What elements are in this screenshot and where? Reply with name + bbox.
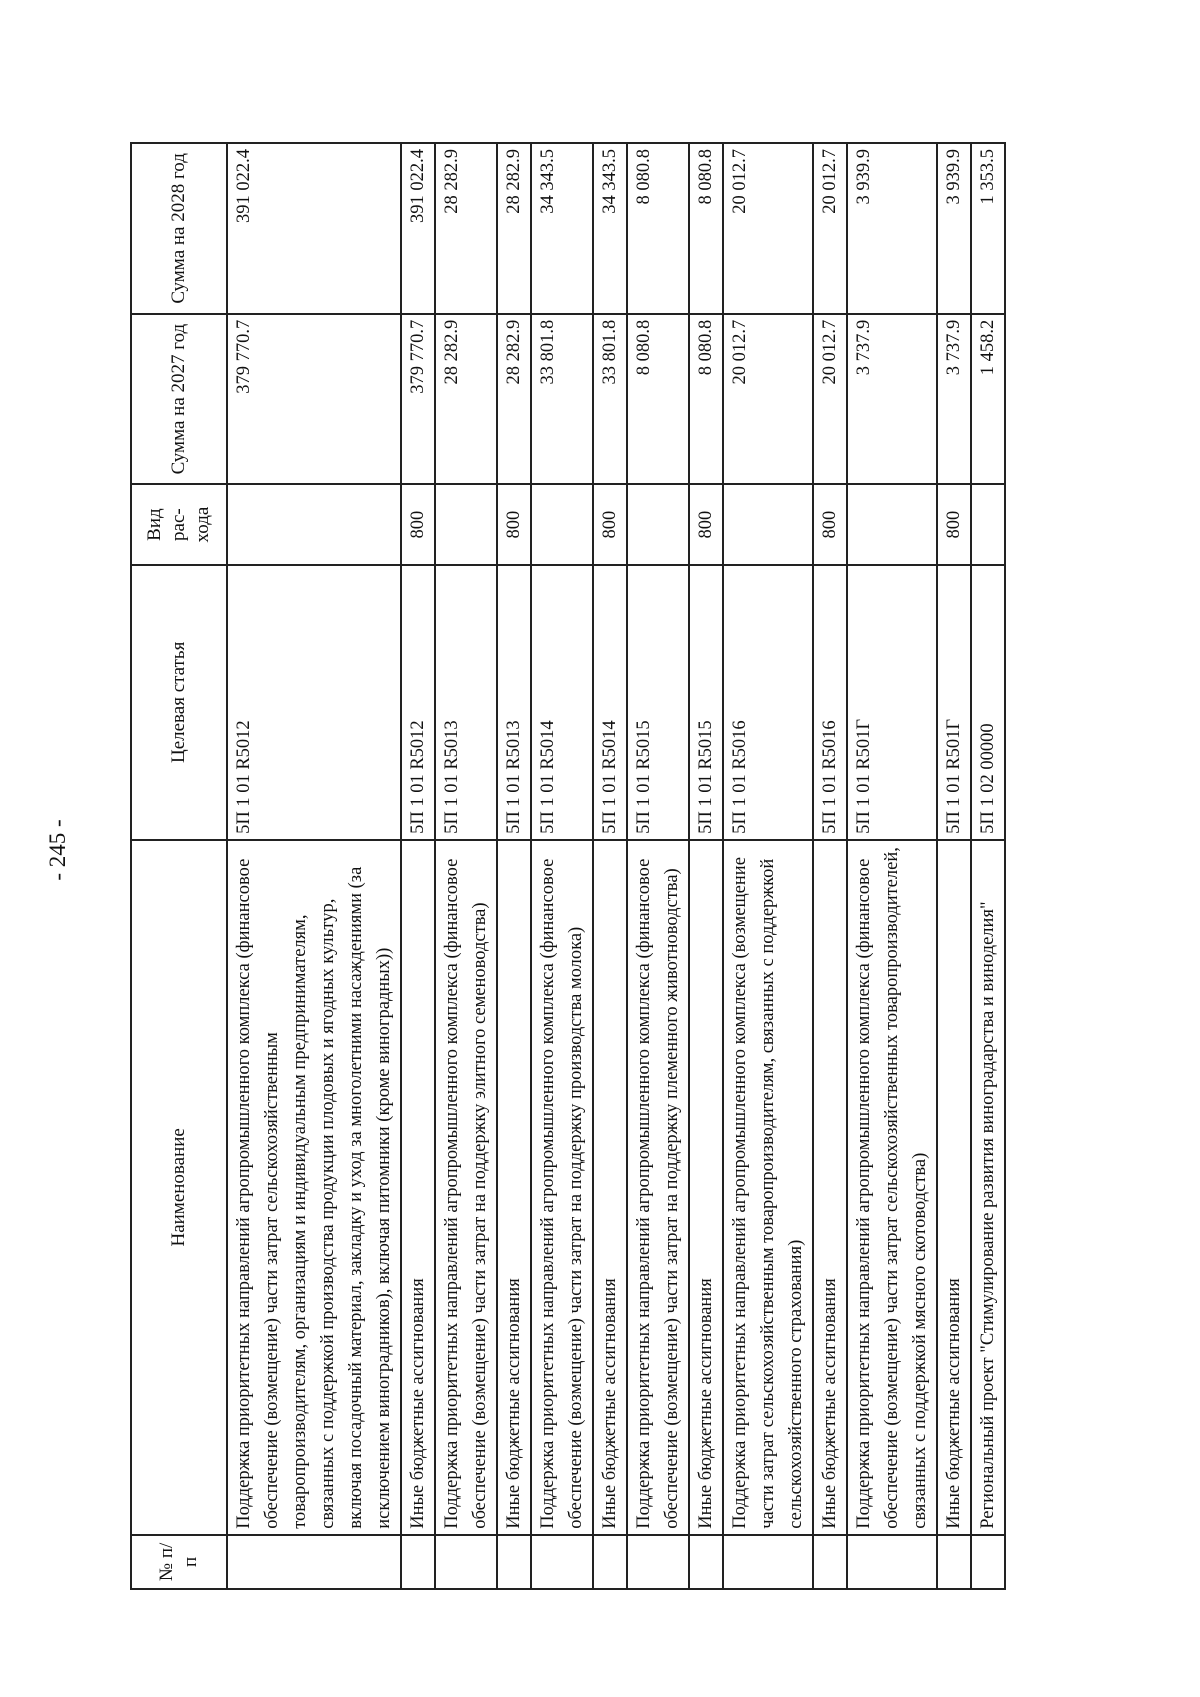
cell-type	[847, 484, 937, 564]
cell-sum-2027: 379 770.7	[401, 314, 435, 485]
cell-sum-2028: 8 080.8	[627, 143, 689, 314]
cell-name: Поддержка приоритетных направлений агропромышленного комплекса (финансовое обеспечение (возмещение) части затрат на поддержку производства молока)	[531, 840, 593, 1535]
header-no: № п/п	[131, 1535, 227, 1589]
table-row	[531, 143, 593, 1589]
budget-table	[130, 142, 1006, 1590]
table-row	[497, 143, 531, 1589]
cell-no	[627, 1535, 689, 1589]
cell-no	[937, 1535, 971, 1589]
cell-target: 5П 1 01 R5013	[497, 565, 531, 840]
page-number: - 245 -	[45, 819, 70, 881]
cell-no	[531, 1535, 593, 1589]
cell-type	[971, 484, 1005, 564]
cell-sum-2028: 28 282.9	[435, 143, 497, 314]
table-row	[627, 143, 689, 1589]
cell-name: Поддержка приоритетных направлений агропромышленного комплекса (финансовое обеспечение (возмещение) части затрат на поддержку племенного животноводства)	[627, 840, 689, 1535]
cell-sum-2027: 33 801.8	[531, 314, 593, 485]
table-row	[723, 143, 813, 1589]
cell-target: 5П 1 01 R5013	[435, 565, 497, 840]
cell-no	[813, 1535, 847, 1589]
cell-type	[627, 484, 689, 564]
cell-sum-2028: 391 022.4	[401, 143, 435, 314]
cell-sum-2028: 8 080.8	[689, 143, 723, 314]
header-sum-2027: Сумма на 2027 год	[131, 314, 227, 485]
cell-target: 5П 1 01 R5015	[689, 565, 723, 840]
rotated-page-content	[130, 142, 1115, 1590]
header-target: Целевая статья	[131, 565, 227, 840]
cell-sum-2027: 28 282.9	[435, 314, 497, 485]
cell-no	[227, 1535, 401, 1589]
cell-type	[435, 484, 497, 564]
cell-type	[227, 484, 401, 564]
cell-name: Иные бюджетные ассигнования	[401, 840, 435, 1535]
cell-type: 800	[497, 484, 531, 564]
cell-sum-2027: 8 080.8	[627, 314, 689, 485]
table-body	[227, 143, 1005, 1589]
table-row	[813, 143, 847, 1589]
table-row	[435, 143, 497, 1589]
cell-name: Иные бюджетные ассигнования	[689, 840, 723, 1535]
cell-name: Поддержка приоритетных направлений агропромышленного комплекса (возмещение части затрат сельскохозяйственным товаропроизводителям, связанных с поддержкой сельскохозяйственного страхования)	[723, 840, 813, 1535]
cell-sum-2028: 1 353.5	[971, 143, 1005, 314]
header-type: Вид рас-хода	[131, 484, 227, 564]
cell-target: 5П 1 01 R5015	[627, 565, 689, 840]
cell-sum-2028: 20 012.7	[813, 143, 847, 314]
cell-type: 800	[689, 484, 723, 564]
cell-target: 5П 1 01 R5016	[723, 565, 813, 840]
cell-type	[723, 484, 813, 564]
cell-sum-2027: 28 282.9	[497, 314, 531, 485]
table-header-row	[131, 143, 227, 1589]
cell-target: 5П 1 02 00000	[971, 565, 1005, 840]
cell-target: 5П 1 01 R501Г	[847, 565, 937, 840]
cell-target: 5П 1 01 R5012	[401, 565, 435, 840]
cell-name: Региональный проект "Стимулирование развития виноградарства и виноделия"	[971, 840, 1005, 1535]
table-row	[401, 143, 435, 1589]
cell-name: Поддержка приоритетных направлений агропромышленного комплекса (финансовое обеспечение (возмещение) части затрат сельскохозяйственных товаропроизводителей, связанных с поддержкой мясного скотоводства)	[847, 840, 937, 1535]
cell-no	[401, 1535, 435, 1589]
cell-sum-2027: 8 080.8	[689, 314, 723, 485]
cell-no	[971, 1535, 1005, 1589]
cell-name: Иные бюджетные ассигнования	[593, 840, 627, 1535]
cell-name: Иные бюджетные ассигнования	[497, 840, 531, 1535]
table-row	[227, 143, 401, 1589]
cell-sum-2027: 20 012.7	[723, 314, 813, 485]
cell-type: 800	[401, 484, 435, 564]
cell-no	[689, 1535, 723, 1589]
header-name: Наименование	[131, 840, 227, 1535]
cell-no	[723, 1535, 813, 1589]
cell-sum-2028: 34 343.5	[531, 143, 593, 314]
cell-type: 800	[813, 484, 847, 564]
cell-target: 5П 1 01 R5014	[531, 565, 593, 840]
cell-sum-2027: 3 737.9	[937, 314, 971, 485]
cell-sum-2027: 33 801.8	[593, 314, 627, 485]
cell-sum-2027: 1 458.2	[971, 314, 1005, 485]
cell-sum-2028: 3 939.9	[937, 143, 971, 314]
table-row	[937, 143, 971, 1589]
cell-sum-2027: 20 012.7	[813, 314, 847, 485]
table-row	[971, 143, 1005, 1589]
cell-no	[593, 1535, 627, 1589]
cell-sum-2028: 20 012.7	[723, 143, 813, 314]
cell-type	[531, 484, 593, 564]
table-row	[689, 143, 723, 1589]
cell-name: Поддержка приоритетных направлений агропромышленного комплекса (финансовое обеспечение (возмещение) части затрат на поддержку элитного семеноводства)	[435, 840, 497, 1535]
cell-target: 5П 1 01 R5016	[813, 565, 847, 840]
cell-name: Иные бюджетные ассигнования	[937, 840, 971, 1535]
table-row	[593, 143, 627, 1589]
cell-target: 5П 1 01 R501Г	[937, 565, 971, 840]
cell-target: 5П 1 01 R5014	[593, 565, 627, 840]
cell-sum-2028: 3 939.9	[847, 143, 937, 314]
cell-name: Иные бюджетные ассигнования	[813, 840, 847, 1535]
cell-target: 5П 1 01 R5012	[227, 565, 401, 840]
cell-type: 800	[593, 484, 627, 564]
cell-no	[497, 1535, 531, 1589]
table-row	[847, 143, 937, 1589]
cell-sum-2027: 3 737.9	[847, 314, 937, 485]
cell-no	[847, 1535, 937, 1589]
cell-no	[435, 1535, 497, 1589]
cell-sum-2027: 379 770.7	[227, 314, 401, 485]
header-sum-2028: Сумма на 2028 год	[131, 143, 227, 314]
cell-sum-2028: 28 282.9	[497, 143, 531, 314]
cell-type: 800	[937, 484, 971, 564]
cell-sum-2028: 391 022.4	[227, 143, 401, 314]
cell-sum-2028: 34 343.5	[593, 143, 627, 314]
cell-name: Поддержка приоритетных направлений агропромышленного комплекса (финансовое обеспечение (возмещение) части затрат сельскохозяйственным товаропроизводителям, организациям и индивидуальным предпринимателям, связанных с поддержкой производства продукции плодовых и ягодных культур, включая посадочный материал, закладку и уход за многолетними насаждениями (за исключением виноградников), включая питомники (кроме виноградных))	[227, 840, 401, 1535]
